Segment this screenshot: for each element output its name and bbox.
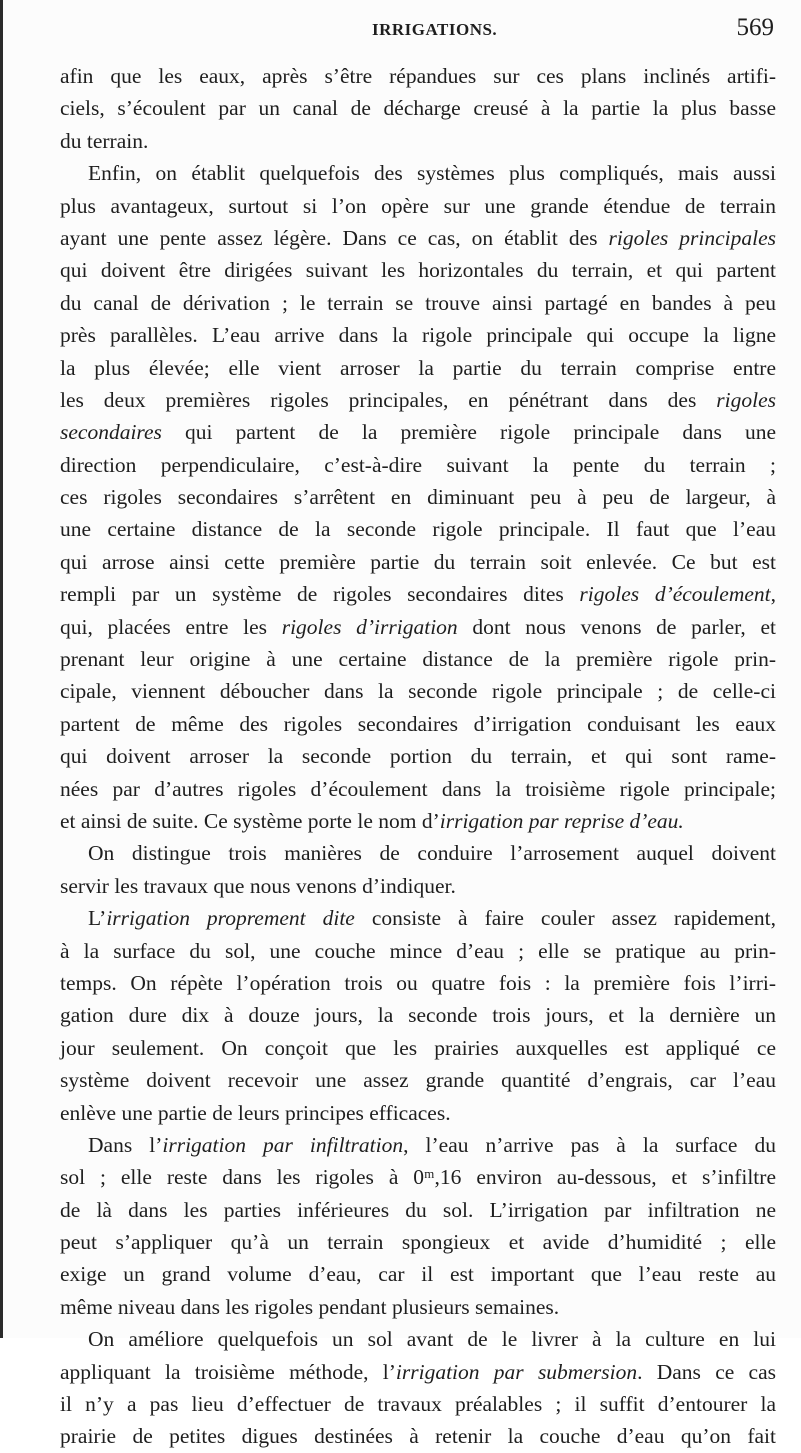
text-line <box>60 222 776 254</box>
text-segment: ayant une pente assez légère. Dans ce cas, on établit des <box>60 225 609 250</box>
text-line <box>60 1323 776 1355</box>
text-line <box>60 481 776 513</box>
text-segment: système doivent recevoir une assez grande quantité d’engrais, car l’eau <box>60 1068 776 1093</box>
text-segment: et ainsi de suite. Ce système porte le nom d’ <box>60 808 440 833</box>
italic-term: rigoles d’écoulement <box>579 582 771 607</box>
text-line <box>60 1258 776 1290</box>
italic-term: irrigation proprement dite <box>106 906 355 931</box>
text-line <box>60 837 776 869</box>
text-segment: les deux premières rigoles principales, en pénétrant dans des <box>60 387 717 412</box>
text-line <box>60 740 776 772</box>
text-segment: Dans l’ <box>88 1132 163 1157</box>
text-line <box>60 157 776 189</box>
running-header <box>60 14 774 44</box>
text-segment: il n’y a pas lieu d’effectuer de travaux préalables ; il suffit d’entourer la <box>60 1392 776 1417</box>
text-line <box>60 578 776 610</box>
text-line <box>60 513 776 545</box>
page-edge <box>0 0 3 1338</box>
text-line <box>60 125 776 157</box>
text-segment: nées par d’autres rigoles d’écoulement dans la troisième rigole principale; <box>60 776 776 801</box>
text-segment: direction perpendiculaire, c’est-à-dire suivant la pente du terrain ; <box>60 452 776 477</box>
text-segment: enlève une partie de leurs principes efficaces. <box>60 1100 451 1125</box>
text-segment: prenant leur origine à une certaine distance de la première rigole prin- <box>60 647 776 672</box>
text-line <box>60 1129 776 1161</box>
text-line <box>60 319 776 351</box>
text-line <box>60 643 776 675</box>
text-segment: qui arrose ainsi cette première partie du terrain soit enlevée. Ce but est <box>60 549 776 574</box>
text-segment: appliquant la troisième méthode, l’ <box>60 1359 396 1384</box>
text-line <box>60 287 776 319</box>
text-segment: près parallèles. L’eau arrive dans la rigole principale qui occupe la ligne <box>60 323 776 348</box>
italic-term: secondaires <box>60 420 162 445</box>
text-segment: Enfin, on établit quelquefois des systèmes plus compliqués, mais aussi <box>88 161 776 186</box>
text-line <box>60 675 776 707</box>
text-segment: On distingue trois manières de conduire l’arrosement auquel doivent <box>88 841 776 866</box>
text-line <box>60 546 776 578</box>
text-segment: partent de même des rigoles secondaires d’irrigation conduisant les eaux <box>60 711 776 736</box>
text-segment: peut s’appliquer qu’à un terrain spongieux et avide d’humidité ; elle <box>60 1230 776 1255</box>
running-title: IRRIGATIONS. <box>372 20 498 39</box>
text-line <box>60 254 776 286</box>
text-line <box>60 967 776 999</box>
body-text <box>60 60 776 1453</box>
text-segment: qui doivent être dirigées suivant les horizontales du terrain, et qui partent <box>60 258 776 283</box>
text-line <box>60 416 776 448</box>
text-line <box>60 773 776 805</box>
text-line <box>60 1097 776 1129</box>
italic-term: irrigation par infiltration <box>162 1132 404 1157</box>
text-segment: , <box>770 582 776 607</box>
text-segment: jour seulement. On conçoit que les prairies auxquelles est appliqué ce <box>60 1035 776 1060</box>
italic-term: irrigation par submersion <box>395 1359 638 1384</box>
text-segment: cipale, viennent déboucher dans la seconde rigole principale ; de celle-ci <box>60 679 776 704</box>
text-segment: sol ; elle reste dans les rigoles à 0ᵐ,16 environ au-dessous, et s’infiltre <box>60 1165 776 1190</box>
text-segment: qui, placées entre les <box>60 614 282 639</box>
text-line <box>60 999 776 1031</box>
page-number: 569 <box>736 14 774 41</box>
italic-term: rigoles principales <box>608 225 776 250</box>
text-line <box>60 1194 776 1226</box>
text-line <box>60 190 776 222</box>
text-segment: la plus élevée; elle vient arroser la partie du terrain comprise entre <box>60 355 776 380</box>
italic-term: rigoles <box>716 387 776 412</box>
text-segment: consiste à faire couler assez rapidement, <box>354 906 776 931</box>
text-line <box>60 92 776 124</box>
text-segment: temps. On répète l’opération trois ou quatre fois : la première fois l’irri- <box>60 970 776 995</box>
text-line <box>60 935 776 967</box>
text-segment: . Dans ce cas <box>637 1359 777 1384</box>
text-line <box>60 352 776 384</box>
text-segment: ces rigoles secondaires s’arrêtent en diminuant peu à peu de largeur, à <box>60 485 776 510</box>
text-segment: qui partent de la première rigole principale dans une <box>161 420 776 445</box>
text-line <box>60 1226 776 1258</box>
text-segment: On améliore quelquefois un sol avant de le livrer à la culture en lui <box>88 1327 776 1352</box>
text-segment: gation dure dix à douze jours, la seconde trois jours, et la dernière un <box>60 1003 776 1028</box>
text-line <box>60 384 776 416</box>
text-segment: du terrain. <box>60 128 149 153</box>
text-line <box>60 805 776 837</box>
text-segment: servir les travaux que nous venons d’indiquer. <box>60 873 456 898</box>
text-line <box>60 1420 776 1452</box>
text-segment: dont nous venons de parler, et <box>457 614 776 639</box>
text-line <box>60 611 776 643</box>
text-segment: prairie de petites digues destinées à retenir la couche d’eau qu’on fait <box>60 1424 776 1449</box>
text-segment: qui doivent arroser la seconde portion du terrain, et qui sont rame- <box>60 744 776 769</box>
text-line <box>60 1291 776 1323</box>
text-line <box>60 1064 776 1096</box>
text-segment: une certaine distance de la seconde rigole principale. Il faut que l’eau <box>60 517 776 542</box>
text-line <box>60 1161 776 1193</box>
text-segment: plus avantageux, surtout si l’on opère sur une grande étendue de terrain <box>60 193 776 218</box>
text-line <box>60 449 776 481</box>
text-segment: L’ <box>88 906 107 931</box>
text-line <box>60 902 776 934</box>
text-segment: même niveau dans les rigoles pendant plusieurs semaines. <box>60 1294 560 1319</box>
text-segment: exige un grand volume d’eau, car il est important que l’eau reste au <box>60 1262 776 1287</box>
italic-term: rigoles d’irrigation <box>281 614 458 639</box>
text-line <box>60 1388 776 1420</box>
text-line <box>60 60 776 92</box>
text-segment: rempli par un système de rigoles secondaires dites <box>60 582 580 607</box>
text-segment: du canal de dérivation ; le terrain se trouve ainsi partagé en bandes à peu <box>60 290 776 315</box>
text-segment: à la surface du sol, une couche mince d’eau ; elle se pratique au prin- <box>60 938 776 963</box>
text-segment: de là dans les parties inférieures du sol. L’irrigation par infiltration ne <box>60 1197 776 1222</box>
text-line <box>60 1356 776 1388</box>
text-line <box>60 708 776 740</box>
text-segment: ciels, s’écoulent par un canal de décharge creusé à la partie la plus basse <box>60 96 776 121</box>
text-line <box>60 1032 776 1064</box>
text-line <box>60 870 776 902</box>
italic-term: irrigation par reprise d’eau. <box>439 808 684 833</box>
text-segment: afin que les eaux, après s’être répandues sur ces plans inclinés artifi- <box>60 64 776 88</box>
text-segment: , l’eau n’arrive pas à la surface du <box>403 1132 776 1157</box>
